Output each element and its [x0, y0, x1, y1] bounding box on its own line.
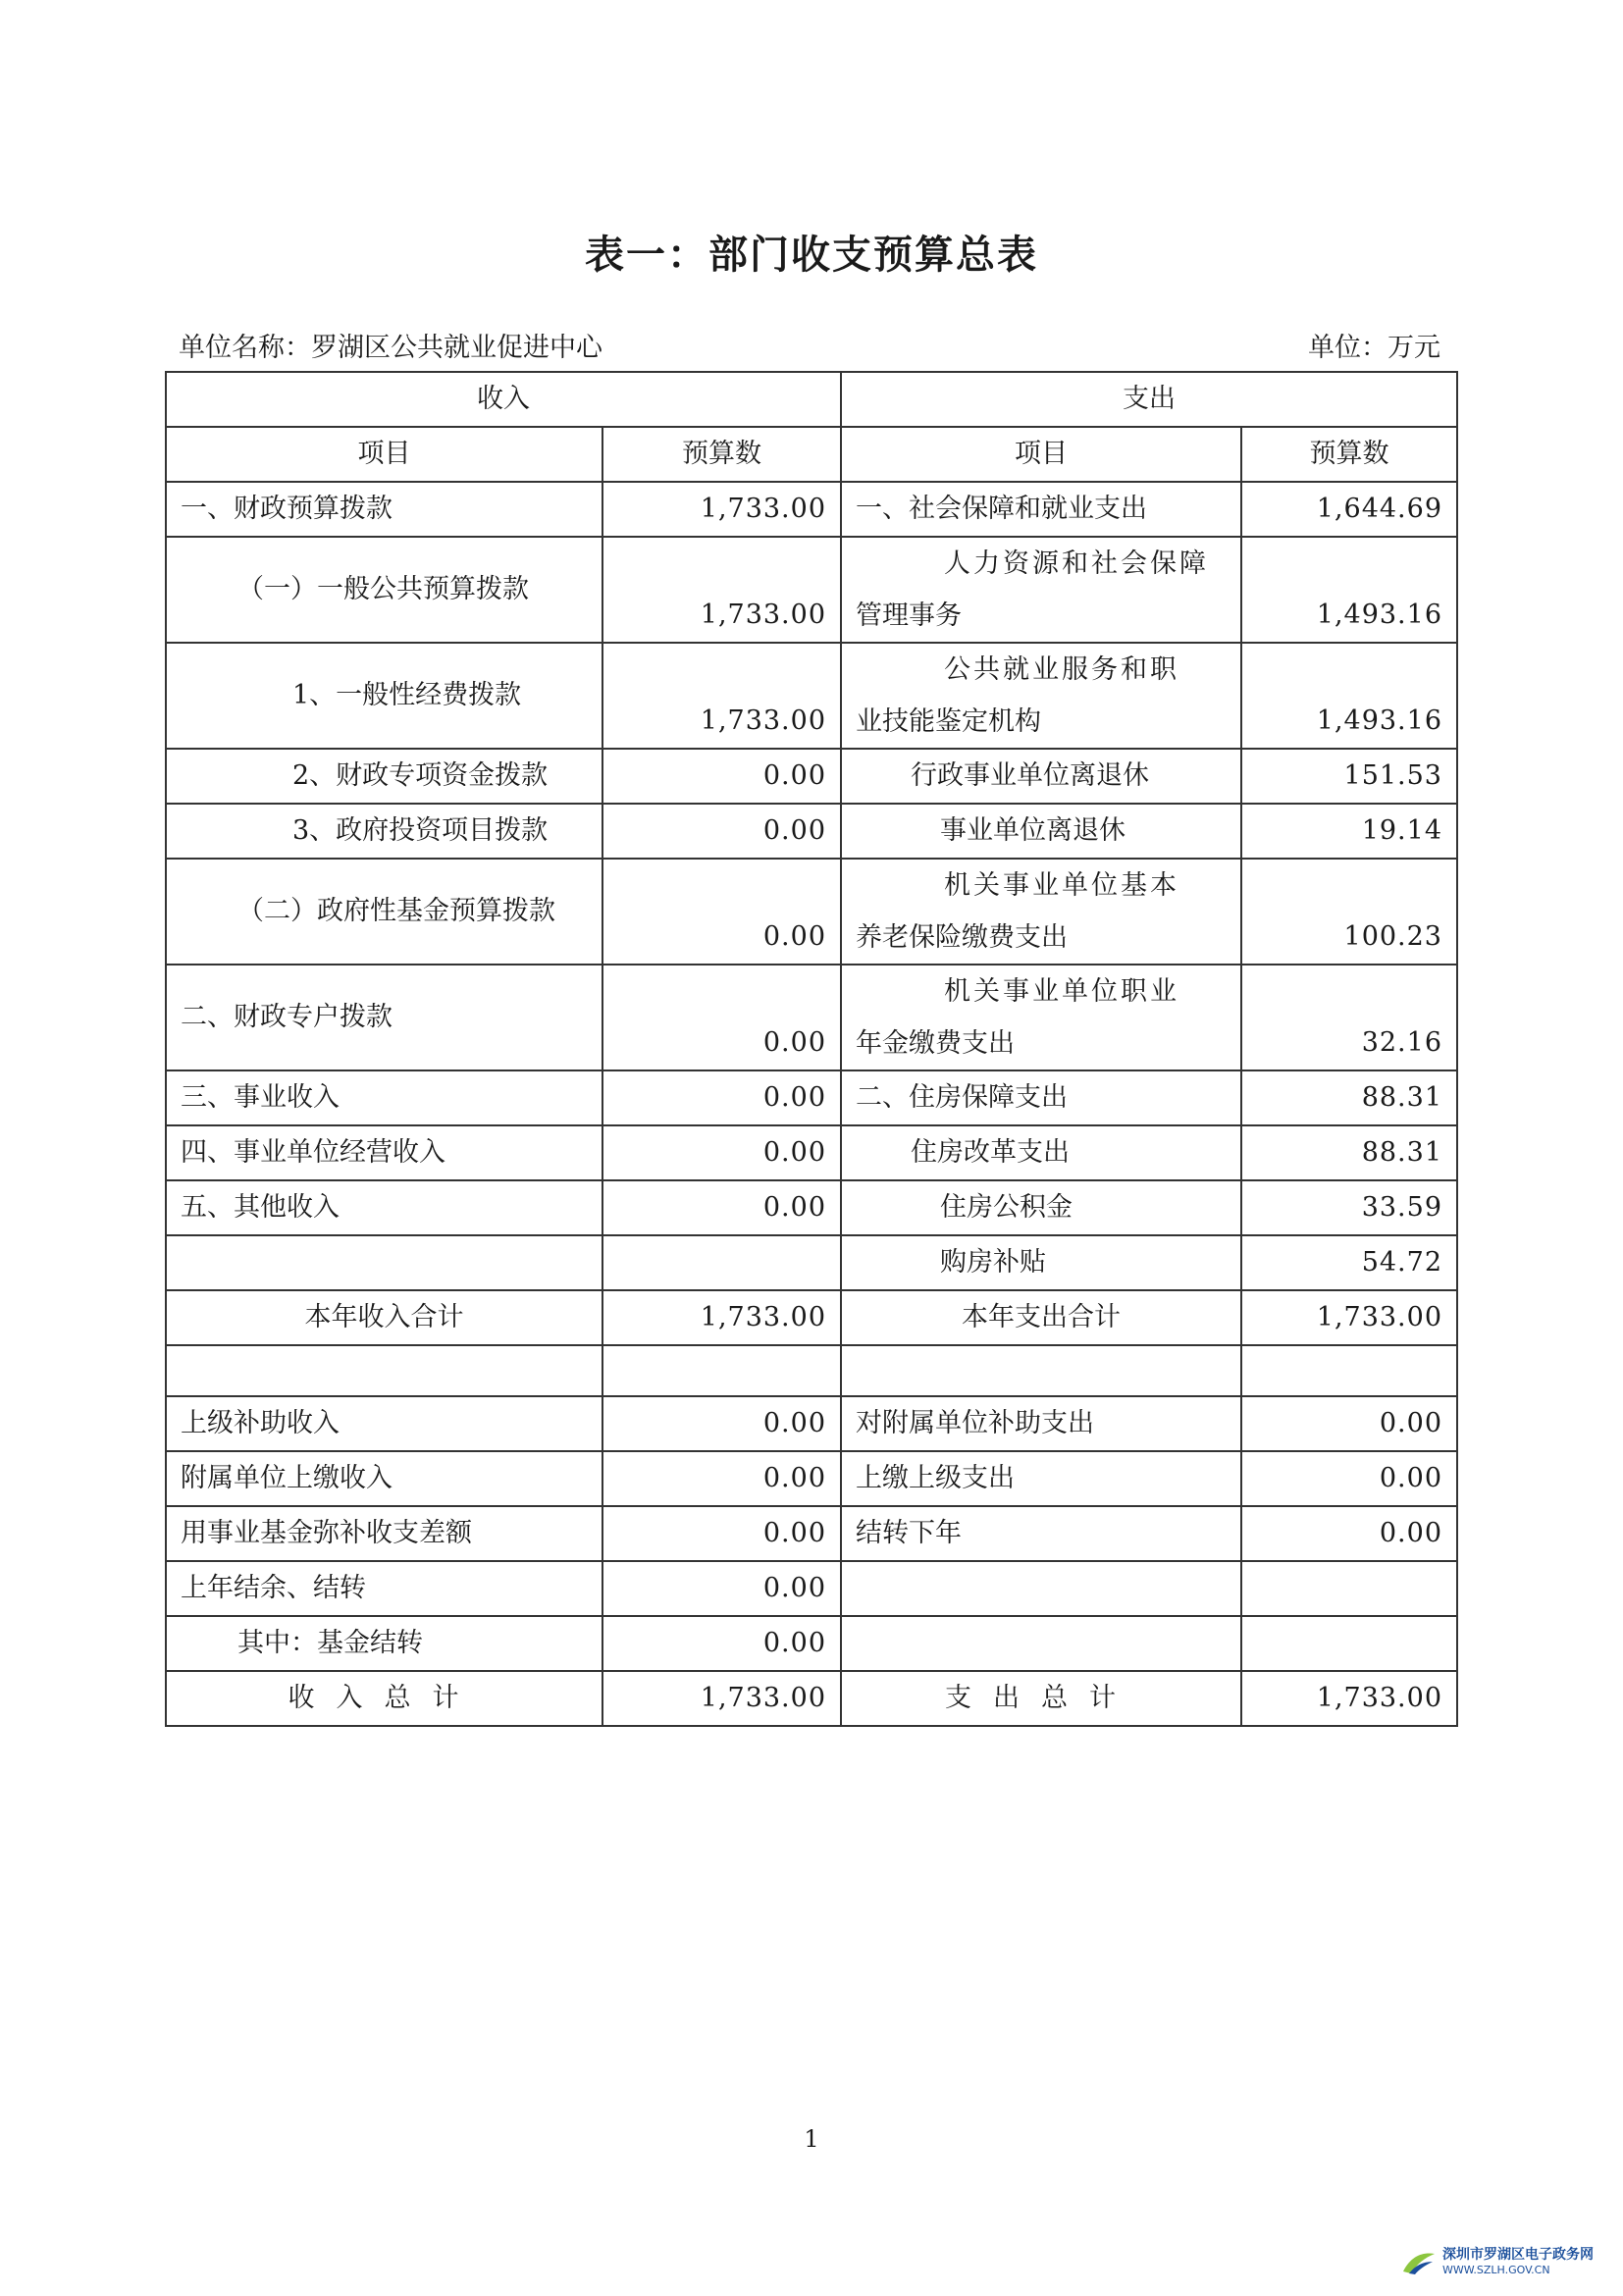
table-row [166, 859, 1457, 965]
income-label: （一）一般公共预算拨款 [166, 537, 602, 643]
expense-label: 上缴上级支出 [841, 1451, 1241, 1506]
table-row-blank [166, 1345, 1457, 1396]
expense-label-line2: 年金缴费支出 [856, 1028, 1015, 1059]
income-label: 上年结余、结转 [166, 1561, 602, 1616]
expense-label: 对附属单位补助支出 [841, 1396, 1241, 1451]
income-label: 二、财政专户拨款 [166, 965, 602, 1070]
expense-value: 33.59 [1241, 1180, 1457, 1235]
expense-total-value: 1,733.00 [1241, 1671, 1457, 1726]
expense-label: 事业单位离退休 [841, 804, 1241, 859]
table-row [166, 1235, 1457, 1290]
table-row [166, 1616, 1457, 1671]
expense-value: 1,493.16 [1241, 643, 1457, 749]
income-value: 0.00 [602, 1451, 841, 1506]
expense-label: 住房改革支出 [841, 1125, 1241, 1180]
expense-label: 二、住房保障支出 [841, 1070, 1241, 1125]
table-row [166, 1180, 1457, 1235]
unit-name: 单位名称：罗湖区公共就业促进中心 [179, 333, 602, 363]
income-subtotal-value: 1,733.00 [602, 1290, 841, 1345]
income-label-empty [166, 1235, 602, 1290]
page-number: 1 [804, 2125, 819, 2153]
expense-label [841, 965, 1241, 1070]
table-row [166, 537, 1457, 643]
expense-label: 住房公积金 [841, 1180, 1241, 1235]
expense-value: 88.31 [1241, 1125, 1457, 1180]
expense-value: 88.31 [1241, 1070, 1457, 1125]
table-header-row [166, 372, 1457, 427]
expense-value: 32.16 [1241, 965, 1457, 1070]
table-row [166, 643, 1457, 749]
expense-label: 一、社会保障和就业支出 [841, 482, 1241, 537]
table-row [166, 804, 1457, 859]
income-label: 五、其他收入 [166, 1180, 602, 1235]
expense-label-line1: 机关事业单位基本 [944, 870, 1179, 901]
logo-text [1442, 2247, 1594, 2278]
income-value: 1,733.00 [602, 537, 841, 643]
income-budget-header: 预算数 [602, 427, 841, 482]
table-row [166, 1396, 1457, 1451]
expense-value: 19.14 [1241, 804, 1457, 859]
table-row [166, 1506, 1457, 1561]
income-label: 附属单位上缴收入 [166, 1451, 602, 1506]
table-total-row [166, 1671, 1457, 1726]
expense-label: 结转下年 [841, 1506, 1241, 1561]
expense-label-line2: 养老保险缴费支出 [856, 922, 1068, 953]
expense-value: 100.23 [1241, 859, 1457, 965]
income-total-label: 收入总计 [166, 1671, 602, 1726]
income-label: 上级补助收入 [166, 1396, 602, 1451]
expense-value: 1,644.69 [1241, 482, 1457, 537]
income-total-value: 1,733.00 [602, 1671, 841, 1726]
income-value: 0.00 [602, 1180, 841, 1235]
income-value: 0.00 [602, 1070, 841, 1125]
expense-label-line1: 人力资源和社会保障 [944, 548, 1209, 579]
income-label: 用事业基金弥补收支差额 [166, 1506, 602, 1561]
expense-label-line1: 公共就业服务和职 [944, 654, 1179, 685]
expense-value: 0.00 [1241, 1396, 1457, 1451]
site-logo[interactable] [1401, 2247, 1594, 2278]
budget-table [165, 371, 1458, 1727]
expense-label: 行政事业单位离退休 [841, 749, 1241, 804]
table-row [166, 1290, 1457, 1345]
income-label: （二）政府性基金预算拨款 [166, 859, 602, 965]
income-label: 一、财政预算拨款 [166, 482, 602, 537]
expense-label-line2: 管理事务 [856, 600, 962, 631]
income-value: 0.00 [602, 1125, 841, 1180]
logo-url: WWW.SZLH.GOV.CN [1442, 2264, 1550, 2276]
expense-value: 0.00 [1241, 1506, 1457, 1561]
income-label: 2、财政专项资金拨款 [166, 749, 602, 804]
logo-swoosh-icon [1401, 2250, 1437, 2275]
income-header: 收入 [166, 372, 841, 427]
expense-item-header: 项目 [841, 427, 1241, 482]
expense-subtotal-value: 1,733.00 [1241, 1290, 1457, 1345]
table-row [166, 1561, 1457, 1616]
income-value: 0.00 [602, 1396, 841, 1451]
income-value: 0.00 [602, 804, 841, 859]
income-item-header: 项目 [166, 427, 602, 482]
expense-label-line1: 机关事业单位职业 [944, 976, 1179, 1007]
expense-header: 支出 [841, 372, 1457, 427]
expense-budget-header: 预算数 [1241, 427, 1457, 482]
income-value: 0.00 [602, 1561, 841, 1616]
table-row [166, 965, 1457, 1070]
table-subheader-row [166, 427, 1457, 482]
income-value-empty [602, 1235, 841, 1290]
expense-subtotal-label: 本年支出合计 [841, 1290, 1241, 1345]
income-value: 1,733.00 [602, 482, 841, 537]
income-value: 0.00 [602, 965, 841, 1070]
expense-value: 1,493.16 [1241, 537, 1457, 643]
logo-name: 深圳市罗湖区电子政务网 [1442, 2247, 1594, 2263]
expense-value: 151.53 [1241, 749, 1457, 804]
income-label: 三、事业收入 [166, 1070, 602, 1125]
income-value: 0.00 [602, 859, 841, 965]
expense-label: 购房补贴 [841, 1235, 1241, 1290]
table-row [166, 482, 1457, 537]
expense-label-line2: 业技能鉴定机构 [856, 706, 1041, 737]
income-label: 1、一般性经费拨款 [166, 643, 602, 749]
expense-value: 0.00 [1241, 1451, 1457, 1506]
expense-label [841, 859, 1241, 965]
income-value: 0.00 [602, 1506, 841, 1561]
page-title: 表一：部门收支预算总表 [585, 233, 1038, 278]
expense-value: 54.72 [1241, 1235, 1457, 1290]
income-value: 0.00 [602, 749, 841, 804]
table-row [166, 1070, 1457, 1125]
income-value: 1,733.00 [602, 643, 841, 749]
table-row [166, 1125, 1457, 1180]
income-label: 3、政府投资项目拨款 [166, 804, 602, 859]
table-row [166, 749, 1457, 804]
income-label: 四、事业单位经营收入 [166, 1125, 602, 1180]
expense-label [841, 537, 1241, 643]
income-label: 其中：基金结转 [166, 1616, 602, 1671]
table-row [166, 1451, 1457, 1506]
unit-currency: 单位：万元 [1308, 333, 1440, 363]
income-value: 0.00 [602, 1616, 841, 1671]
expense-total-label: 支出总计 [841, 1671, 1241, 1726]
expense-label [841, 643, 1241, 749]
income-subtotal-label: 本年收入合计 [166, 1290, 602, 1345]
